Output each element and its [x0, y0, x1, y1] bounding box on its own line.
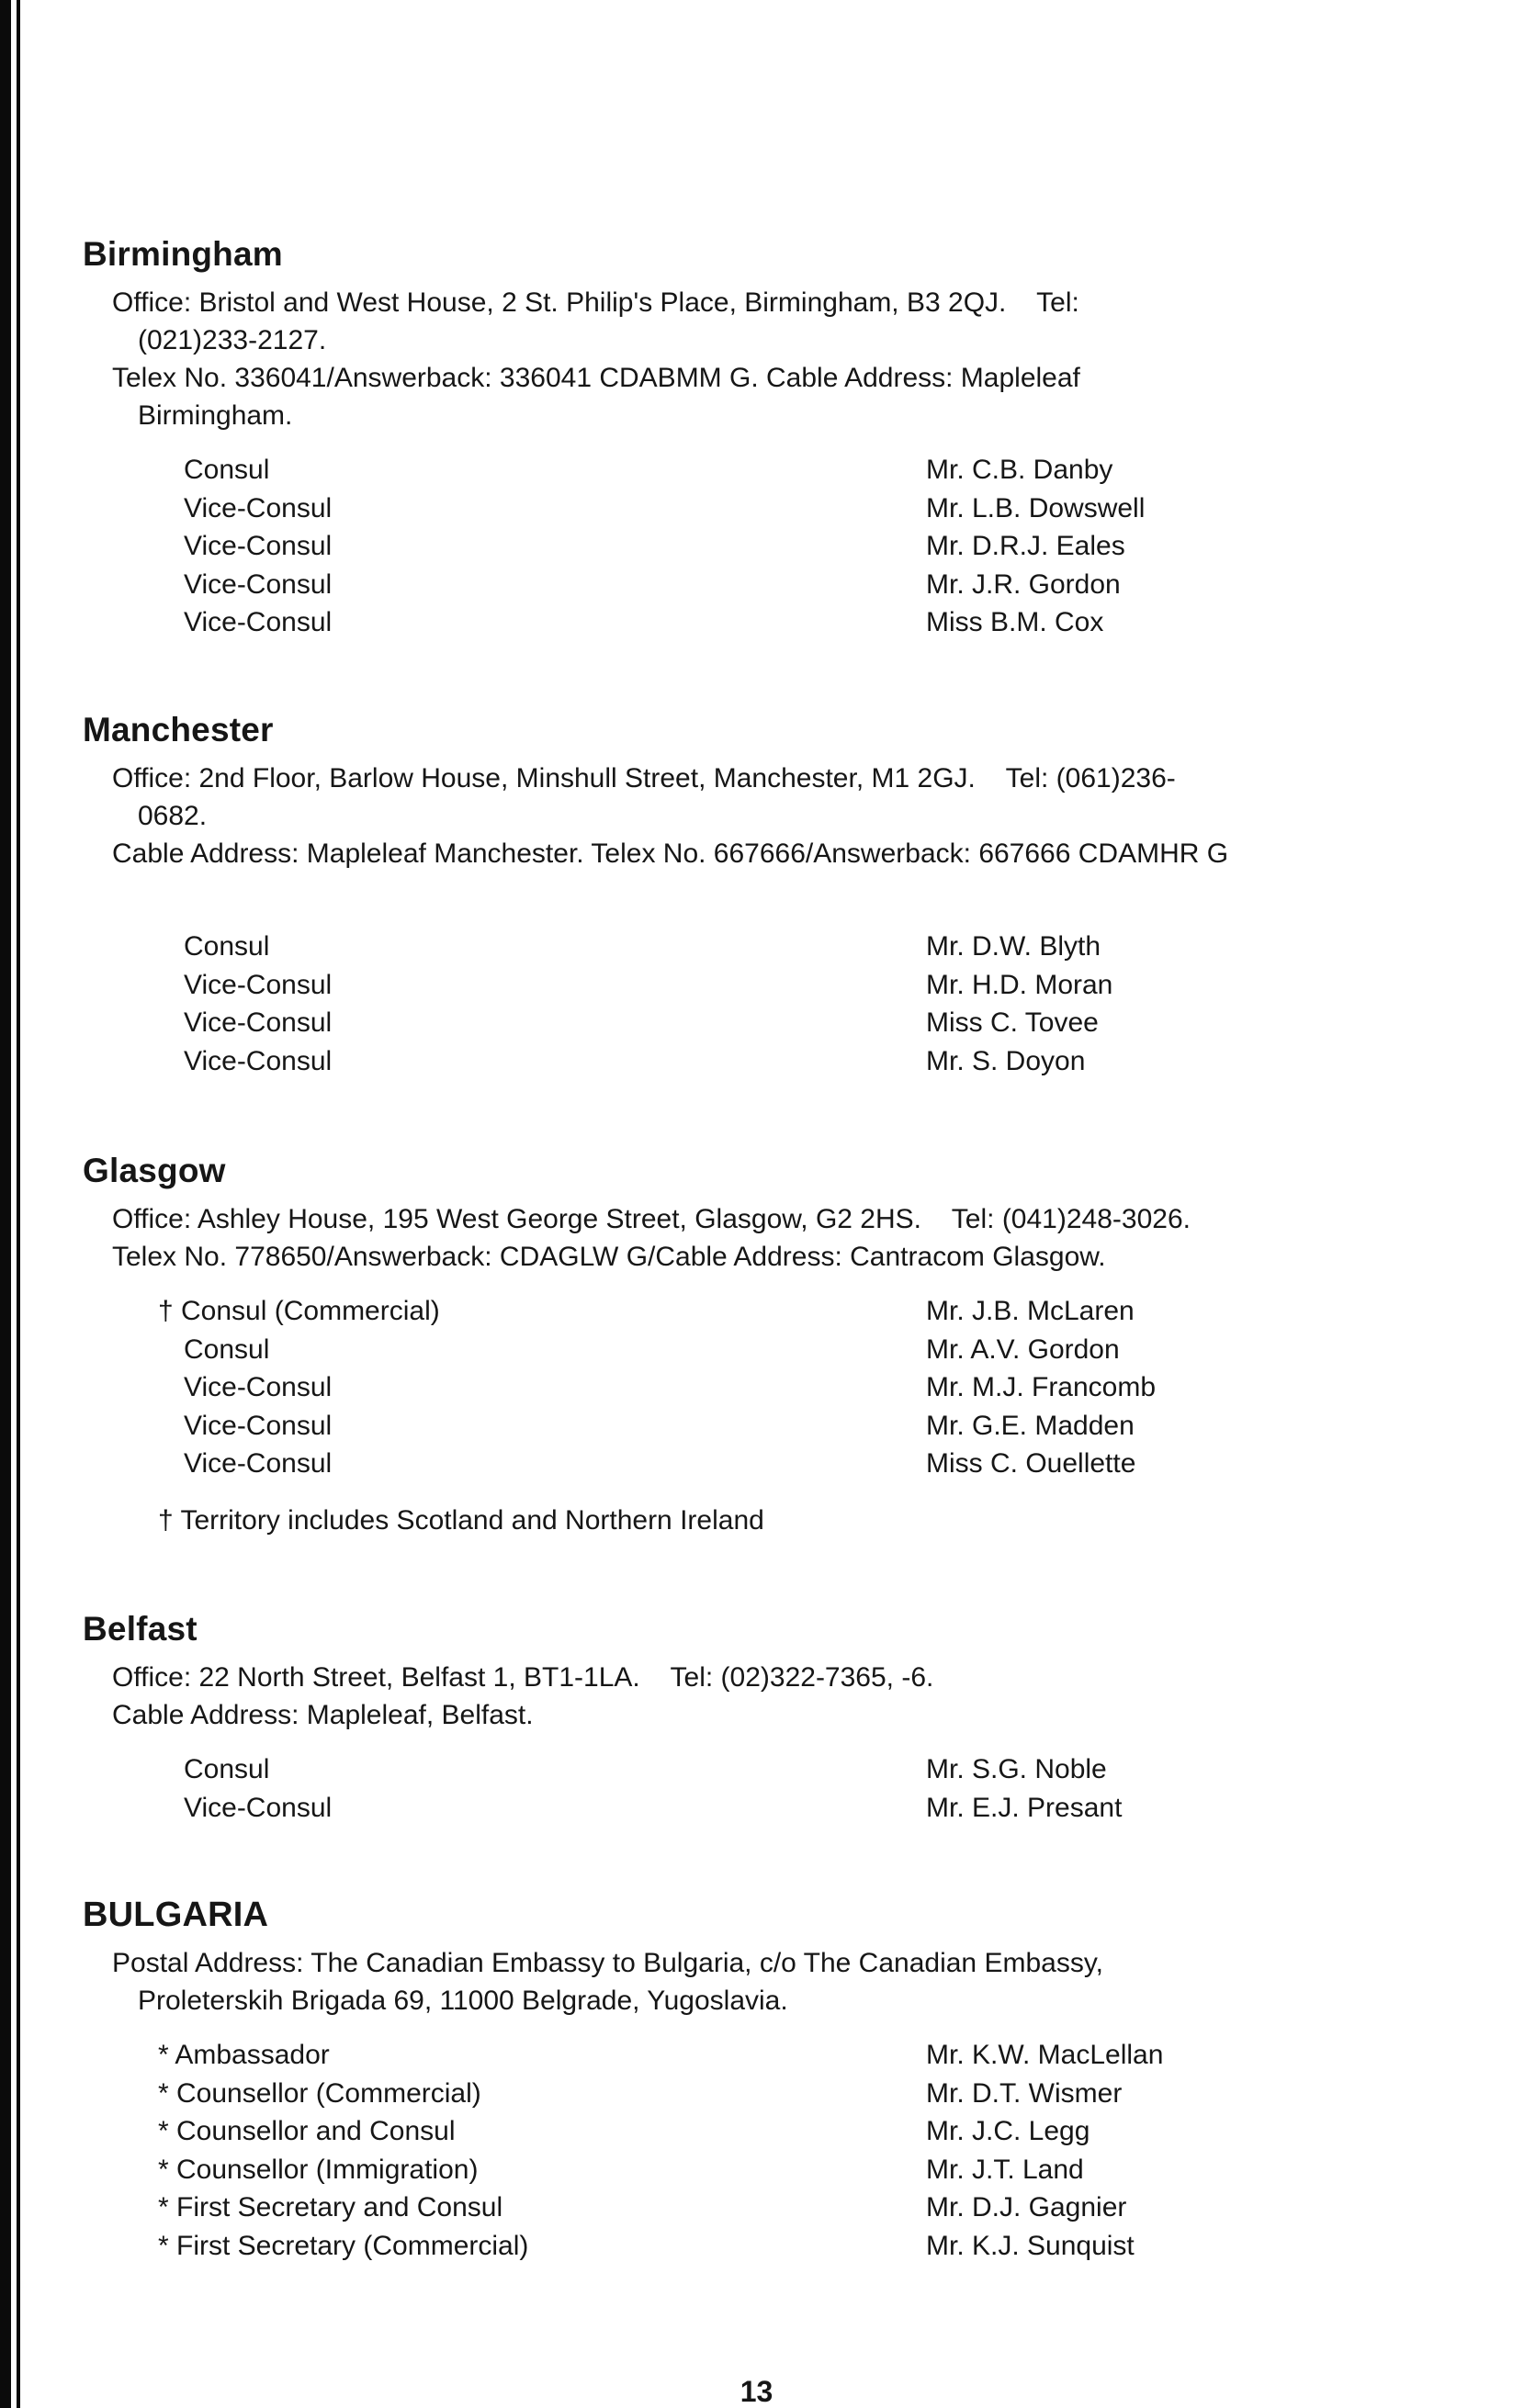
staff-name: Mr. D.W. Blyth [926, 931, 1101, 962]
staff-role: Vice-Consul [184, 531, 333, 561]
staff-name: Mr. H.D. Moran [926, 969, 1113, 1000]
staff-row [83, 1407, 1442, 1446]
staff-role: Vice-Consul [184, 1007, 333, 1038]
staff-row [83, 527, 1442, 566]
office-details [112, 760, 1442, 872]
section-manchester [83, 710, 1442, 1080]
staff-name: Mr. J.R. Gordon [926, 568, 1121, 600]
staff-list [83, 451, 1442, 642]
section-glasgow [83, 1151, 1442, 1539]
staff-role: † Consul (Commercial) [158, 1296, 440, 1326]
staff-row [83, 1445, 1442, 1483]
staff-role: Vice-Consul [184, 1410, 333, 1441]
footnote: † Territory includes Scotland and Northern Ireland [158, 1504, 764, 1536]
office-line: Office: Ashley House, 195 West George Street, Glasgow, G2 2HS. Tel: (041)248-3026. [112, 1204, 1191, 1234]
office-details [112, 1944, 1442, 2020]
staff-row [83, 1331, 1442, 1369]
staff-role: * Counsellor (Commercial) [158, 2077, 481, 2109]
staff-row [83, 2227, 1442, 2266]
staff-name: Mr. J.T. Land [926, 2154, 1084, 2185]
staff-name: Mr. E.J. Presant [926, 1792, 1123, 1823]
staff-row [83, 966, 1442, 1005]
staff-row [83, 2189, 1442, 2227]
office-line: Office: 2nd Floor, Barlow House, Minshull Street, Manchester, M1 2GJ. Tel: (061)236- [112, 763, 1176, 793]
staff-name: Mr. J.C. Legg [926, 2116, 1090, 2146]
staff-role: Vice-Consul [184, 607, 333, 637]
section-heading: BULGARIA [83, 1896, 269, 1934]
staff-name: Mr. C.B. Danby [926, 455, 1113, 485]
staff-role: Vice-Consul [184, 1448, 333, 1479]
staff-name: Mr. L.B. Dowswell [926, 492, 1146, 523]
office-line: Telex No. 778650/Answerback: CDAGLW G/Cable Address: Cantracom Glasgow. [112, 1242, 1106, 1272]
office-line: Proleterskih Brigada 69, 11000 Belgrade, Yugoslavia. [138, 1986, 788, 2016]
section-belfast [83, 1609, 1442, 1827]
staff-name: Mr. D.R.J. Eales [926, 531, 1125, 561]
staff-role: * Counsellor and Consul [158, 2116, 456, 2146]
office-line: Birmingham. [138, 400, 293, 431]
staff-row [83, 1292, 1442, 1331]
staff-row [83, 2151, 1442, 2189]
office-details [112, 284, 1442, 434]
staff-role: Consul [184, 455, 270, 485]
section-bulgaria [83, 1895, 1442, 2265]
staff-row [83, 1789, 1442, 1828]
staff-role: Vice-Consul [184, 568, 333, 600]
staff-row [83, 2036, 1442, 2075]
office-line: (021)233-2127. [138, 325, 327, 355]
staff-row [83, 603, 1442, 642]
staff-role: Vice-Consul [184, 969, 333, 1000]
staff-role: Consul [184, 1754, 270, 1784]
staff-role: Vice-Consul [184, 1045, 333, 1076]
staff-list [83, 1750, 1442, 1827]
staff-role: * Counsellor (Immigration) [158, 2154, 479, 2185]
staff-row [83, 1042, 1442, 1081]
staff-row [83, 1004, 1442, 1042]
staff-list [83, 1292, 1442, 1483]
staff-role: Vice-Consul [184, 1792, 333, 1823]
office-line: Cable Address: Mapleleaf Manchester. Telex No. 667666/Answerback: 667666 CDAMHR G [112, 838, 1229, 869]
staff-name: Mr. G.E. Madden [926, 1410, 1135, 1441]
staff-name: Miss C. Ouellette [926, 1448, 1136, 1479]
section-birmingham [83, 234, 1442, 642]
office-line: Office: 22 North Street, Belfast 1, BT1-1LA. Tel: (02)322-7365, -6. [112, 1662, 934, 1693]
staff-role: Consul [184, 1333, 270, 1365]
staff-row [83, 1368, 1442, 1407]
office-line: 0682. [138, 801, 208, 831]
staff-name: Mr. S.G. Noble [926, 1754, 1107, 1784]
office-line: Office: Bristol and West House, 2 St. Philip's Place, Birmingham, B3 2QJ. Tel: [112, 287, 1079, 318]
staff-row [83, 1750, 1442, 1789]
staff-role: Consul [184, 931, 270, 962]
staff-role: * First Secretary and Consul [158, 2192, 503, 2222]
page-number: 13 [740, 2375, 773, 2408]
office-line: Postal Address: The Canadian Embassy to Bulgaria, c/o The Canadian Embassy, [112, 1948, 1103, 1978]
section-heading: Belfast [83, 1610, 198, 1648]
staff-list [83, 928, 1442, 1080]
staff-row [83, 489, 1442, 528]
staff-name: Miss B.M. Cox [926, 607, 1104, 637]
staff-row [83, 2075, 1442, 2113]
staff-name: Mr. K.W. MacLellan [926, 2040, 1164, 2070]
staff-role: * Ambassador [158, 2040, 330, 2070]
staff-role: Vice-Consul [184, 492, 333, 523]
staff-row [83, 2112, 1442, 2151]
staff-name: Mr. D.T. Wismer [926, 2077, 1123, 2109]
staff-row [83, 928, 1442, 966]
staff-role: Vice-Consul [184, 1372, 333, 1402]
staff-name: Mr. K.J. Sunquist [926, 2230, 1135, 2261]
staff-name: Mr. S. Doyon [926, 1045, 1086, 1076]
office-details [112, 1659, 1442, 1734]
staff-role: * First Secretary (Commercial) [158, 2230, 529, 2261]
staff-name: Mr. M.J. Francomb [926, 1372, 1157, 1402]
staff-name: Mr. J.B. McLaren [926, 1296, 1135, 1326]
section-heading: Glasgow [83, 1152, 226, 1189]
office-line: Cable Address: Mapleleaf, Belfast. [112, 1700, 534, 1730]
staff-row [83, 451, 1442, 489]
staff-row [83, 566, 1442, 604]
staff-name: Miss C. Tovee [926, 1007, 1099, 1038]
section-heading: Manchester [83, 711, 274, 748]
section-heading: Birmingham [83, 235, 283, 273]
office-line: Telex No. 336041/Answerback: 336041 CDABMM G. Cable Address: Mapleleaf [112, 363, 1080, 393]
office-details [112, 1200, 1442, 1276]
staff-list [83, 2036, 1442, 2265]
staff-name: Mr. A.V. Gordon [926, 1333, 1120, 1365]
staff-name: Mr. D.J. Gagnier [926, 2192, 1127, 2222]
